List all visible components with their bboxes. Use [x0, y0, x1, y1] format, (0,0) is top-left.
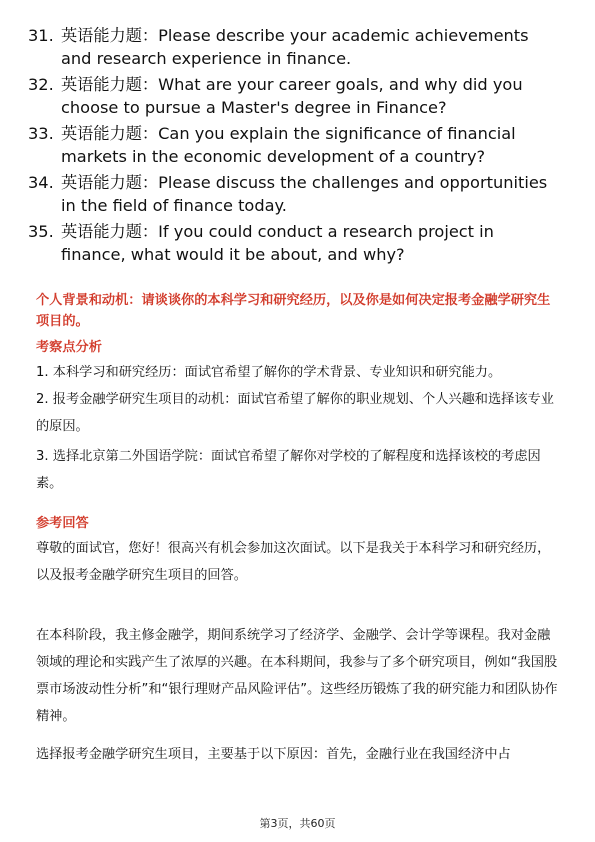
question-number: 34.	[28, 173, 54, 192]
question-text: 英语能力题：What are your career goals, and why did you choose to pursue a Master's degree in Finance?	[61, 75, 523, 117]
answer-paragraph: 选择报考金融学研究生项目，主要基于以下原因：首先，金融行业在我国经济中占	[36, 747, 511, 762]
question-text: 英语能力题：If you could conduct a research project in finance, what would it be about, and why?	[61, 222, 494, 264]
question-list	[28, 24, 563, 269]
analysis-point: 2. 报考金融学研究生项目的动机：面试官希望了解你的职业规划、个人兴趣和选择该专业的原因。	[36, 392, 554, 434]
question-text: 英语能力题：Please discuss the challenges and opportunities in the field of finance today.	[61, 173, 548, 215]
question-item	[28, 171, 563, 217]
analysis-heading: 考察点分析	[36, 340, 102, 355]
question-item	[28, 73, 563, 119]
answer-heading: 参考回答	[36, 516, 89, 531]
question-item	[28, 24, 563, 70]
question-item	[28, 122, 563, 168]
answer-paragraph: 尊敬的面试官，您好！很高兴有机会参加这次面试。以下是我关于本科学习和研究经历，以及报考金融学研究生项目的回答。	[36, 541, 551, 583]
question-number: 31.	[28, 26, 54, 45]
question-text: 英语能力题：Please describe your academic achievements and research experience in finance.	[61, 26, 529, 68]
question-number: 33.	[28, 124, 54, 143]
analysis-point: 1. 本科学习和研究经历：面试官希望了解你的学术背景、专业知识和研究能力。	[36, 365, 502, 380]
analysis-point: 3. 选择北京第二外国语学院：面试官希望了解你对学校的了解程度和选择该校的考虑因素。	[36, 449, 541, 491]
page-number-label: 第3页，共60页	[259, 817, 336, 830]
answer-paragraph: 在本科阶段，我主修金融学，期间系统学习了经济学、金融学、会计学等课程。我对金融领域的理论和实践产生了浓厚的兴趣。在本科期间，我参与了多个研究项目，例如“我国股票市场波动性分析”和“银行理财产品风险评估”。这些经历锻炼了我的研究能力和团队协作精神。	[36, 628, 558, 724]
question-text: 英语能力题：Can you explain the significance of financial markets in the economic development of a country?	[61, 124, 516, 166]
question-item	[28, 220, 563, 266]
main-question-heading: 个人背景和动机：请谈谈你的本科学习和研究经历，以及你是如何决定报考金融学研究生项目的。	[36, 293, 551, 329]
question-number: 32.	[28, 75, 54, 94]
question-number: 35.	[28, 222, 54, 241]
